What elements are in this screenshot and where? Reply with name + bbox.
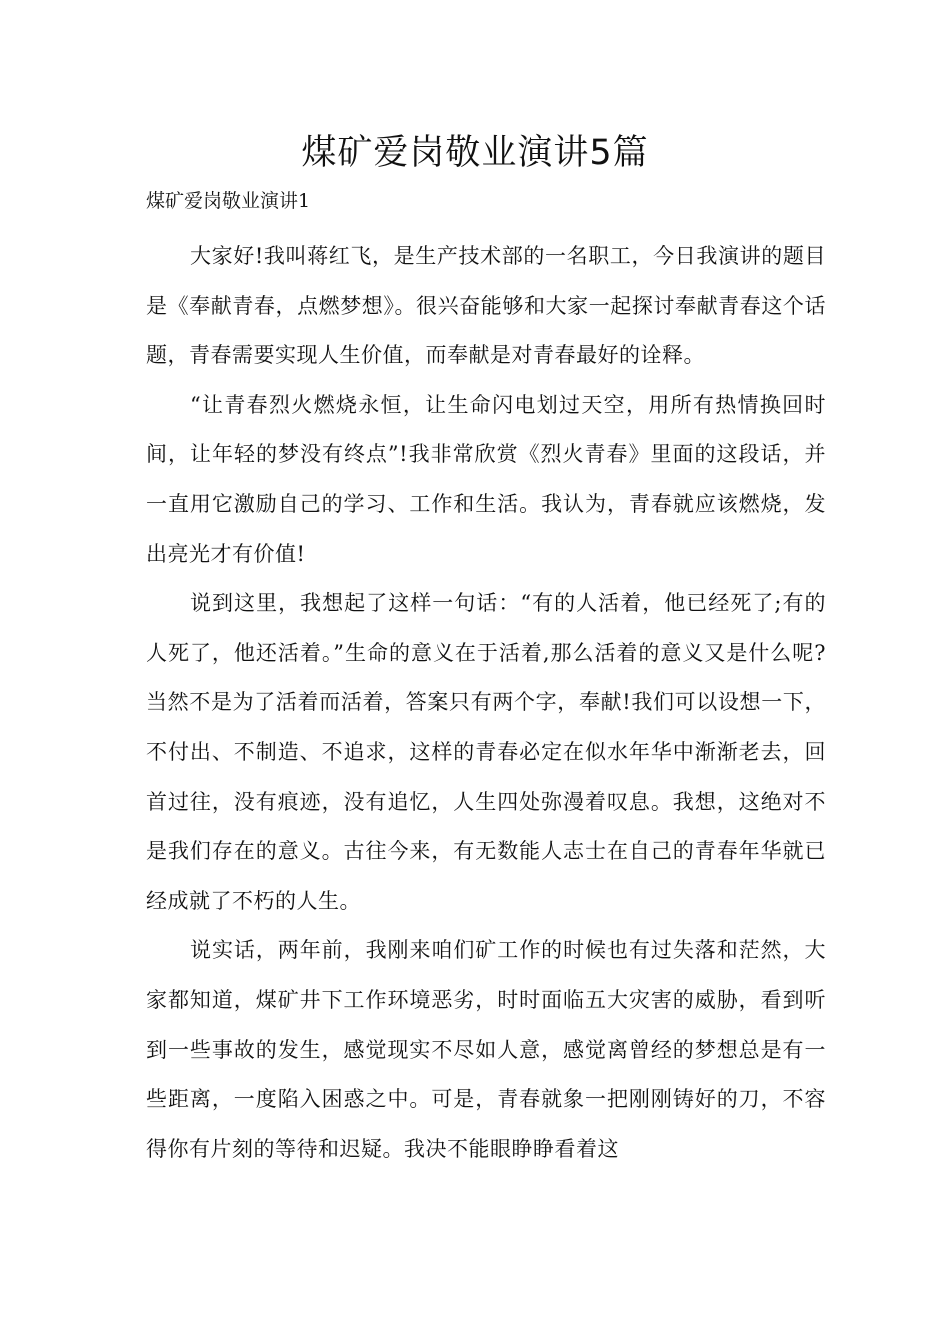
paragraph-2: “让青春烈火燃烧永恒，让生命闪电划过天空，用所有热情换回时间，让年轻的梦没有终点”!我非常欣赏《烈火青春》里面的这段话，并一直用它激励自己的学习、工作和生活。我认为，青春就应该燃烧，发出亮光才有价值! <box>146 392 826 566</box>
paragraph-1: 大家好!我叫蒋红飞，是生产技术部的一名职工，今日我演讲的题目是《奉献青春，点燃梦想》。很兴奋能够和大家一起探讨奉献青春这个话题，青春需要实现人生价值，而奉献是对青春最好的诠释。 <box>146 244 826 368</box>
section-subtitle: 煤矿爱岗敬业演讲1 <box>146 190 311 212</box>
paragraph-3: 说到这里，我想起了这样一句话：“有的人活着，他已经死了;有的人死了，他还活着。”生命的意义在于活着,那么活着的意义又是什么呢?当然不是为了活着而活着，答案只有两个字，奉献!我们可以设想一下，不付出、不制造、不追求，这样的青春必定在似水年华中渐渐老去，回首过往，没有痕迹，没有追忆，人生四处弥漫着叹息。我想，这绝对不是我们存在的意义。古往今来，有无数能人志士在自己的青春年华就已经成就了不朽的人生。 <box>146 591 826 913</box>
paragraph-4: 说实话，两年前，我刚来咱们矿工作的时候也有过失落和茫然，大家都知道，煤矿井下工作环境恶劣，时时面临五大灾害的威胁，看到听到一些事故的发生，感觉现实不尽如人意，感觉离曾经的梦想总是有一些距离，一度陷入困惑之中。可是，青春就象一把刚刚铸好的刀，不容得你有片刻的等待和迟疑。我决不能眼睁睁看着这 <box>146 938 826 1161</box>
document-title: 煤矿爱岗敬业演讲5篇 <box>301 133 649 173</box>
body-text <box>146 232 826 1174</box>
